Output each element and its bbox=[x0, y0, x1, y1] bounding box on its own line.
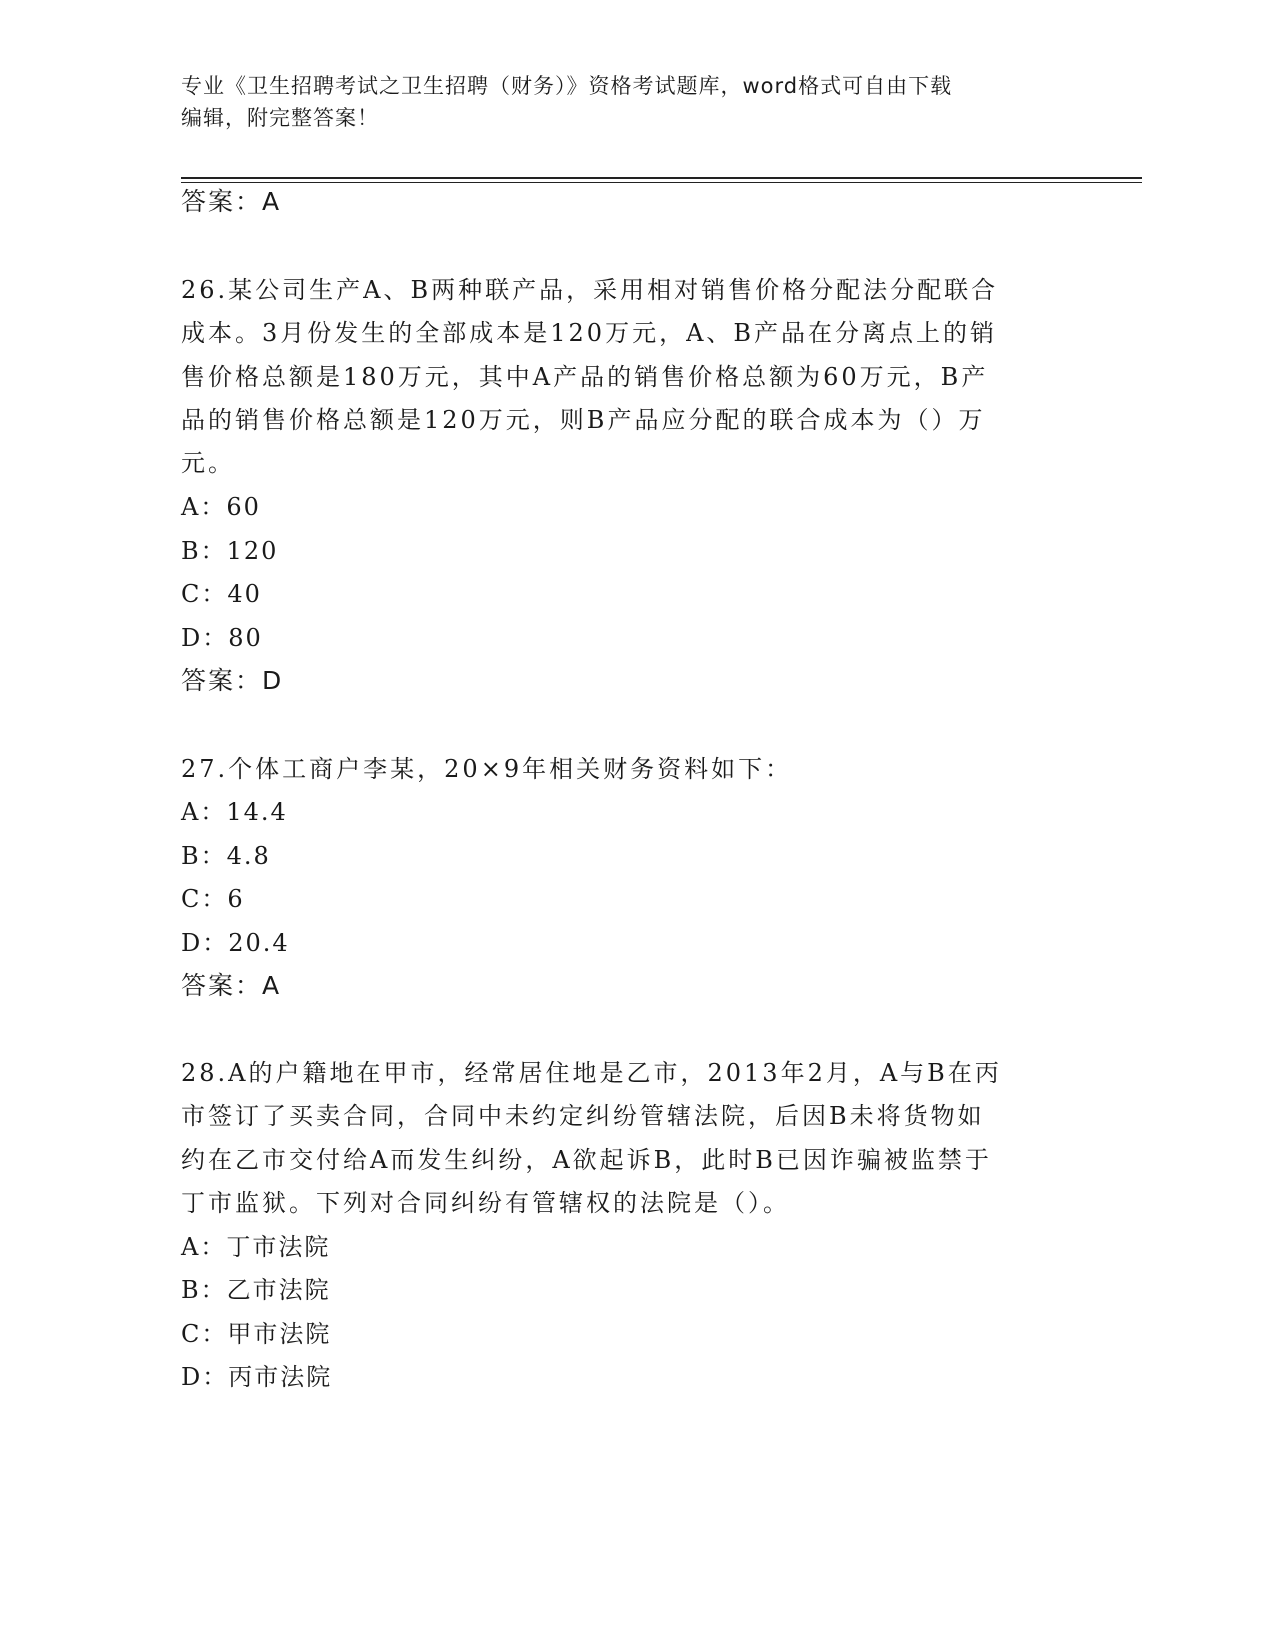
q27-line-1: 27.个体工商户李某，20×9年相关财务资料如下： bbox=[181, 755, 793, 783]
q28-option-b: B：乙市法院 bbox=[181, 1276, 331, 1304]
answer-previous: 答案：A bbox=[181, 187, 282, 216]
q26-line-1: 26.某公司生产A、B两种联产品，采用相对销售价格分配法分配联合 bbox=[181, 276, 999, 304]
q27-option-b: B：4.8 bbox=[181, 842, 271, 870]
q26-line-5: 元。 bbox=[181, 449, 235, 477]
q28-line-4: 丁市监狱。下列对合同纠纷有管辖权的法院是（）。 bbox=[181, 1189, 790, 1217]
header-line-2: 编辑，附完整答案！ bbox=[181, 106, 379, 130]
q27-option-d: D：20.4 bbox=[181, 929, 290, 957]
q28-option-d: D：丙市法院 bbox=[181, 1363, 333, 1391]
q26-option-b: B：120 bbox=[181, 537, 279, 565]
q28-line-2: 市签订了买卖合同，合同中未约定纠纷管辖法院，后因B未将货物如 bbox=[181, 1102, 985, 1130]
header-line-1: 专业《卫生招聘考试之卫生招聘（财务）》资格考试题库，word格式可自由下载 bbox=[181, 74, 953, 98]
q27-option-a: A：14.4 bbox=[181, 798, 288, 826]
header-divider-thin bbox=[181, 182, 1142, 183]
q28-line-3: 约在乙市交付给A而发生纠纷，A欲起诉B，此时B已因诈骗被监禁于 bbox=[181, 1146, 992, 1174]
q26-line-3: 售价格总额是180万元，其中A产品的销售价格总额为60万元，B产 bbox=[181, 363, 989, 391]
q26-line-4: 品的销售价格总额是120万元，则B产品应分配的联合成本为（）万 bbox=[181, 406, 986, 434]
header-divider-thick bbox=[181, 177, 1142, 179]
q26-option-d: D：80 bbox=[181, 624, 263, 652]
q26-option-a: A：60 bbox=[181, 493, 261, 521]
q26-answer: 答案：D bbox=[181, 666, 284, 695]
document-header bbox=[181, 70, 1041, 134]
q26-option-c: C：40 bbox=[181, 580, 262, 608]
q27-option-c: C：6 bbox=[181, 885, 245, 913]
q26-line-2: 成本。3月份发生的全部成本是120万元，A、B产品在分离点上的销 bbox=[181, 319, 998, 347]
q28-option-a: A：丁市法院 bbox=[181, 1233, 331, 1261]
q28-option-c: C：甲市法院 bbox=[181, 1320, 332, 1348]
q27-answer: 答案：A bbox=[181, 971, 282, 1000]
q28-line-1: 28.A的户籍地在甲市，经常居住地是乙市，2013年2月，A与B在丙 bbox=[181, 1059, 1002, 1087]
